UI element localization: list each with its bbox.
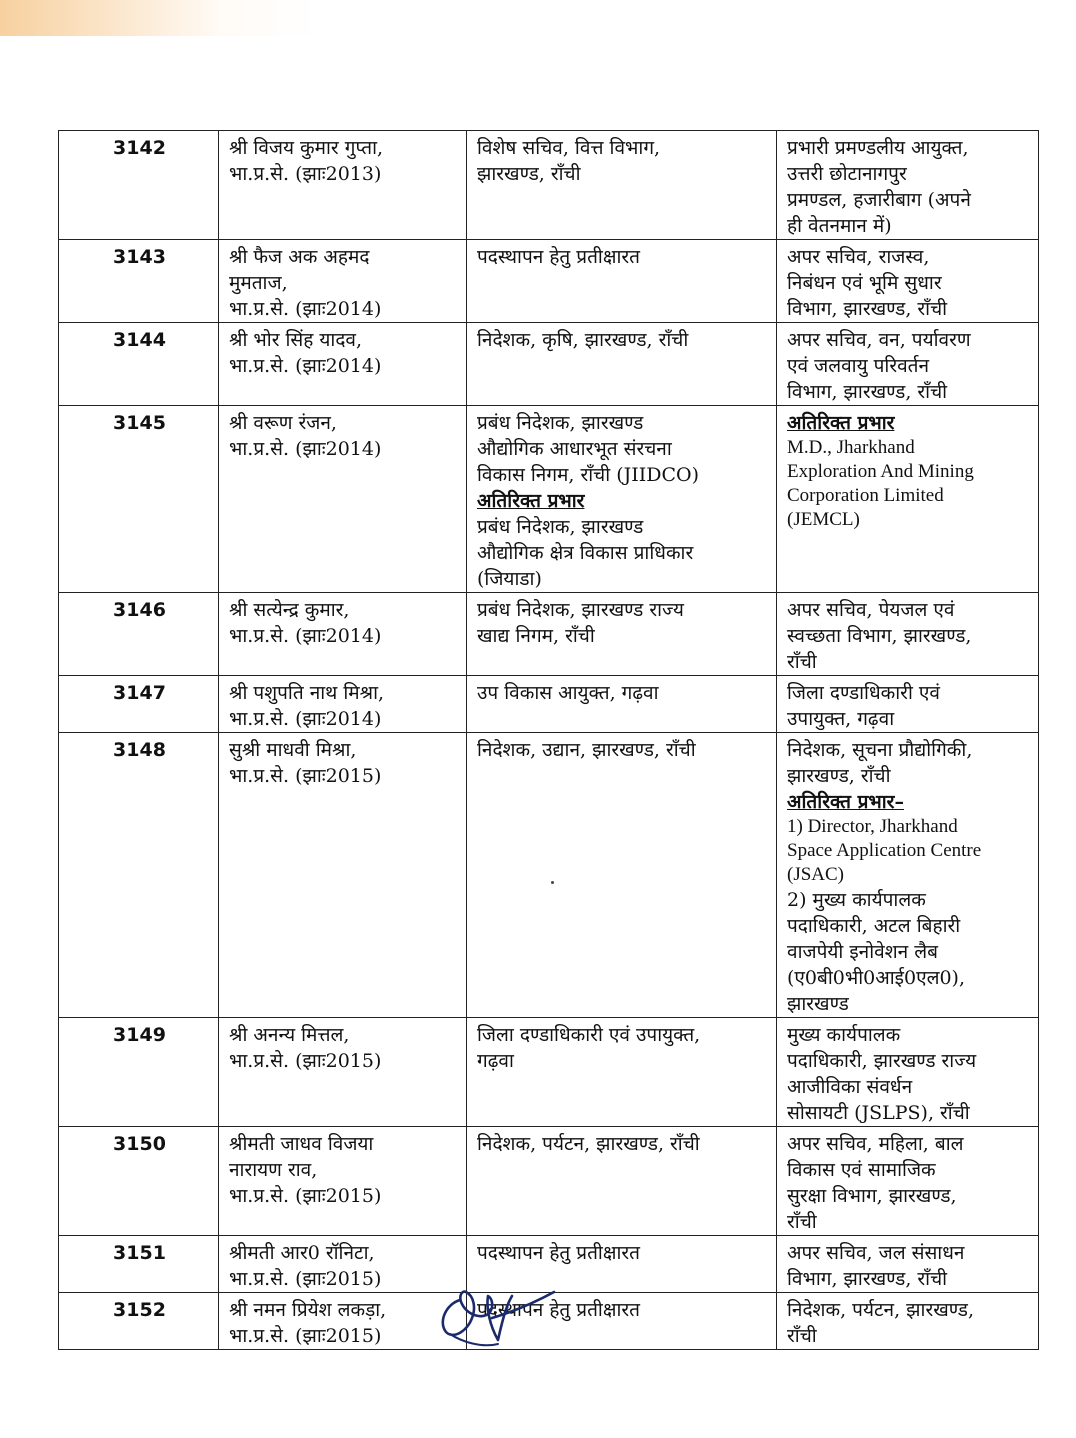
- name-line: श्री नमन प्रियेश लकड़ा,: [229, 1299, 387, 1321]
- handwritten-signature-icon: [432, 1282, 562, 1354]
- present-line: प्रबंध निदेशक, झारखण्ड: [477, 516, 644, 538]
- present-posting: [467, 131, 777, 240]
- present-posting: [467, 406, 777, 593]
- posting-line: राँची: [787, 1211, 817, 1233]
- officer-name: [219, 1018, 467, 1127]
- new-posting: [777, 1018, 1039, 1127]
- new-posting: [777, 733, 1039, 1018]
- present-line: जिला दण्डाधिकारी एवं उपायुक्त,: [477, 1024, 701, 1046]
- present-line: पदस्थापन हेतु प्रतीक्षारत: [477, 246, 640, 268]
- serial-number: 3149: [59, 1018, 219, 1127]
- serial-number: 3143: [59, 240, 219, 323]
- name-line: श्री सत्येन्द्र कुमार,: [229, 599, 350, 621]
- new-posting: [777, 1293, 1039, 1350]
- officer-name: [219, 1127, 467, 1236]
- present-line: गढ़वा: [477, 1050, 514, 1072]
- present-posting: [467, 676, 777, 733]
- officer-name: [219, 1236, 467, 1293]
- table-row: [59, 676, 1039, 733]
- posting-line: राँची: [787, 1325, 817, 1347]
- new-posting: [777, 131, 1039, 240]
- new-posting: [777, 676, 1039, 733]
- ink-speck: [551, 881, 554, 884]
- posting-line: निदेशक, सूचना प्रौद्योगिकी,: [787, 739, 973, 761]
- posting-line: Space Application Centre: [787, 840, 982, 861]
- present-line: निदेशक, कृषि, झारखण्ड, राँची: [477, 329, 689, 351]
- posting-line: (ए0बी0भी0आई0एल0),: [787, 967, 965, 989]
- name-line: श्रीमती आर0 रॉनिटा,: [229, 1242, 375, 1264]
- posting-line: प्रभारी प्रमण्डलीय आयुक्त,: [787, 137, 969, 159]
- posting-line: वाजपेयी इनोवेशन लैब: [787, 941, 938, 963]
- table-row: [59, 406, 1039, 593]
- name-line: भा.प्र.से. (झाः2014): [229, 708, 382, 730]
- officer-name: [219, 1293, 467, 1350]
- transfer-posting-table: [58, 130, 1039, 1350]
- present-line: विकास निगम, राँची (JIIDCO): [477, 464, 700, 486]
- name-line: श्री पशुपति नाथ मिश्रा,: [229, 682, 385, 704]
- name-line: भा.प्र.से. (झाः2014): [229, 625, 382, 647]
- serial-number: 3152: [59, 1293, 219, 1350]
- posting-line: अपर सचिव, जल संसाधन: [787, 1242, 965, 1264]
- name-line: भा.प्र.से. (झाः2014): [229, 438, 382, 460]
- present-posting: [467, 323, 777, 406]
- officer-name: [219, 131, 467, 240]
- serial-number: 3151: [59, 1236, 219, 1293]
- additional-charge-heading: अतिरिक्त प्रभार–: [787, 791, 904, 813]
- name-line: श्री विजय कुमार गुप्ता,: [229, 137, 384, 159]
- posting-line: झारखण्ड, राँची: [787, 765, 891, 787]
- posting-line: स्वच्छता विभाग, झारखण्ड,: [787, 625, 972, 647]
- name-line: भा.प्र.से. (झाः2015): [229, 1325, 382, 1347]
- name-line: भा.प्र.से. (झाः2015): [229, 765, 382, 787]
- new-posting: [777, 406, 1039, 593]
- additional-charge-heading: अतिरिक्त प्रभार: [787, 412, 895, 434]
- posting-line: अपर सचिव, महिला, बाल: [787, 1133, 964, 1155]
- present-line: विशेष सचिव, वित्त विभाग,: [477, 137, 661, 159]
- posting-line: M.D., Jharkhand: [787, 437, 915, 458]
- posting-line: (JEMCL): [787, 509, 860, 530]
- new-posting: [777, 1236, 1039, 1293]
- posting-line: ही वेतनमान में): [787, 215, 892, 237]
- posting-line: निदेशक, पर्यटन, झारखण्ड,: [787, 1299, 974, 1321]
- serial-number: 3144: [59, 323, 219, 406]
- present-posting: [467, 593, 777, 676]
- present-line: निदेशक, उद्यान, झारखण्ड, राँची: [477, 739, 696, 761]
- present-posting: [467, 733, 777, 1018]
- posting-line: 2) मुख्य कार्यपालक: [787, 889, 926, 911]
- present-line: प्रबंध निदेशक, झारखण्ड राज्य: [477, 599, 684, 621]
- posting-line: सोसायटी (JSLPS), राँची: [787, 1102, 970, 1124]
- serial-number: 3148: [59, 733, 219, 1018]
- name-line: सुश्री माधवी मिश्रा,: [229, 739, 357, 761]
- additional-charge-heading: अतिरिक्त प्रभार: [477, 490, 585, 512]
- officer-name: [219, 240, 467, 323]
- new-posting: [777, 1127, 1039, 1236]
- name-line: श्रीमती जाधव विजया: [229, 1133, 374, 1155]
- present-line: खाद्य निगम, राँची: [477, 625, 595, 647]
- officer-name: [219, 406, 467, 593]
- present-line: प्रबंध निदेशक, झारखण्ड: [477, 412, 644, 434]
- posting-line: प्रमण्डल, हजारीबाग (अपने: [787, 189, 971, 211]
- posting-line: (JSAC): [787, 864, 845, 885]
- posting-line: पदाधिकारी, झारखण्ड राज्य: [787, 1050, 977, 1072]
- table-row: [59, 733, 1039, 1018]
- posting-line: विकास एवं सामाजिक: [787, 1159, 936, 1181]
- posting-line: अपर सचिव, वन, पर्यावरण: [787, 329, 971, 351]
- posting-line: उपायुक्त, गढ़वा: [787, 708, 895, 730]
- present-line: पदस्थापन हेतु प्रतीक्षारत: [477, 1242, 640, 1264]
- present-line: निदेशक, पर्यटन, झारखण्ड, राँची: [477, 1133, 700, 1155]
- posting-line: राँची: [787, 651, 817, 673]
- serial-number: 3142: [59, 131, 219, 240]
- posting-line: आजीविका संवर्धन: [787, 1076, 913, 1098]
- posting-line: 1) Director, Jharkhand: [787, 816, 958, 837]
- present-line: पदस्थापन हेतु प्रतीक्षारत: [477, 1299, 640, 1321]
- new-posting: [777, 323, 1039, 406]
- name-line: श्री भोर सिंह यादव,: [229, 329, 363, 351]
- present-line: औद्योगिक आधारभूत संरचना: [477, 438, 672, 460]
- officer-name: [219, 593, 467, 676]
- posting-line: सुरक्षा विभाग, झारखण्ड,: [787, 1185, 957, 1207]
- present-line: झारखण्ड, राँची: [477, 163, 581, 185]
- posting-line: निबंधन एवं भूमि सुधार: [787, 272, 942, 294]
- name-line: श्री अनन्य मित्तल,: [229, 1024, 350, 1046]
- posting-line: विभाग, झारखण्ड, राँची: [787, 1268, 948, 1290]
- table-row: [59, 240, 1039, 323]
- name-line: भा.प्र.से. (झाः2013): [229, 163, 382, 185]
- name-line: नारायण राव,: [229, 1159, 318, 1181]
- name-line: भा.प्र.से. (झाः2014): [229, 298, 382, 320]
- posting-line: झारखण्ड: [787, 993, 849, 1015]
- name-line: भा.प्र.से. (झाः2015): [229, 1268, 382, 1290]
- table-row: [59, 131, 1039, 240]
- present-posting: [467, 240, 777, 323]
- officer-name: [219, 323, 467, 406]
- officer-name: [219, 733, 467, 1018]
- posting-line: अपर सचिव, राजस्व,: [787, 246, 930, 268]
- present-line: उप विकास आयुक्त, गढ़वा: [477, 682, 659, 704]
- name-line: भा.प्र.से. (झाः2014): [229, 355, 382, 377]
- posting-line: विभाग, झारखण्ड, राँची: [787, 381, 948, 403]
- new-posting: [777, 593, 1039, 676]
- name-line: भा.प्र.से. (झाः2015): [229, 1185, 382, 1207]
- present-line: (जियाडा): [477, 568, 542, 590]
- posting-line: उत्तरी छोटानागपुर: [787, 163, 907, 185]
- name-line: भा.प्र.से. (झाः2015): [229, 1050, 382, 1072]
- present-posting: [467, 1018, 777, 1127]
- posting-line: Corporation Limited: [787, 485, 944, 506]
- posting-line: जिला दण्डाधिकारी एवं: [787, 682, 940, 704]
- present-posting: [467, 1127, 777, 1236]
- posting-line: विभाग, झारखण्ड, राँची: [787, 298, 948, 320]
- serial-number: 3146: [59, 593, 219, 676]
- table-row: [59, 1018, 1039, 1127]
- new-posting: [777, 240, 1039, 323]
- posting-line: एवं जलवायु परिवर्तन: [787, 355, 930, 377]
- officer-name: [219, 676, 467, 733]
- table-row: [59, 323, 1039, 406]
- posting-line: मुख्य कार्यपालक: [787, 1024, 901, 1046]
- table-row: [59, 593, 1039, 676]
- posting-line: अपर सचिव, पेयजल एवं: [787, 599, 955, 621]
- posting-line: पदाधिकारी, अटल बिहारी: [787, 915, 961, 937]
- table-row: [59, 1127, 1039, 1236]
- page-edge-stain: [0, 0, 320, 36]
- present-line: औद्योगिक क्षेत्र विकास प्राधिकार: [477, 542, 694, 564]
- serial-number: 3147: [59, 676, 219, 733]
- posting-line: Exploration And Mining: [787, 461, 974, 482]
- serial-number: 3150: [59, 1127, 219, 1236]
- serial-number: 3145: [59, 406, 219, 593]
- name-line: श्री वरूण रंजन,: [229, 412, 337, 434]
- name-line: श्री फैज अक अहमद: [229, 246, 370, 268]
- name-line: मुमताज,: [229, 272, 288, 294]
